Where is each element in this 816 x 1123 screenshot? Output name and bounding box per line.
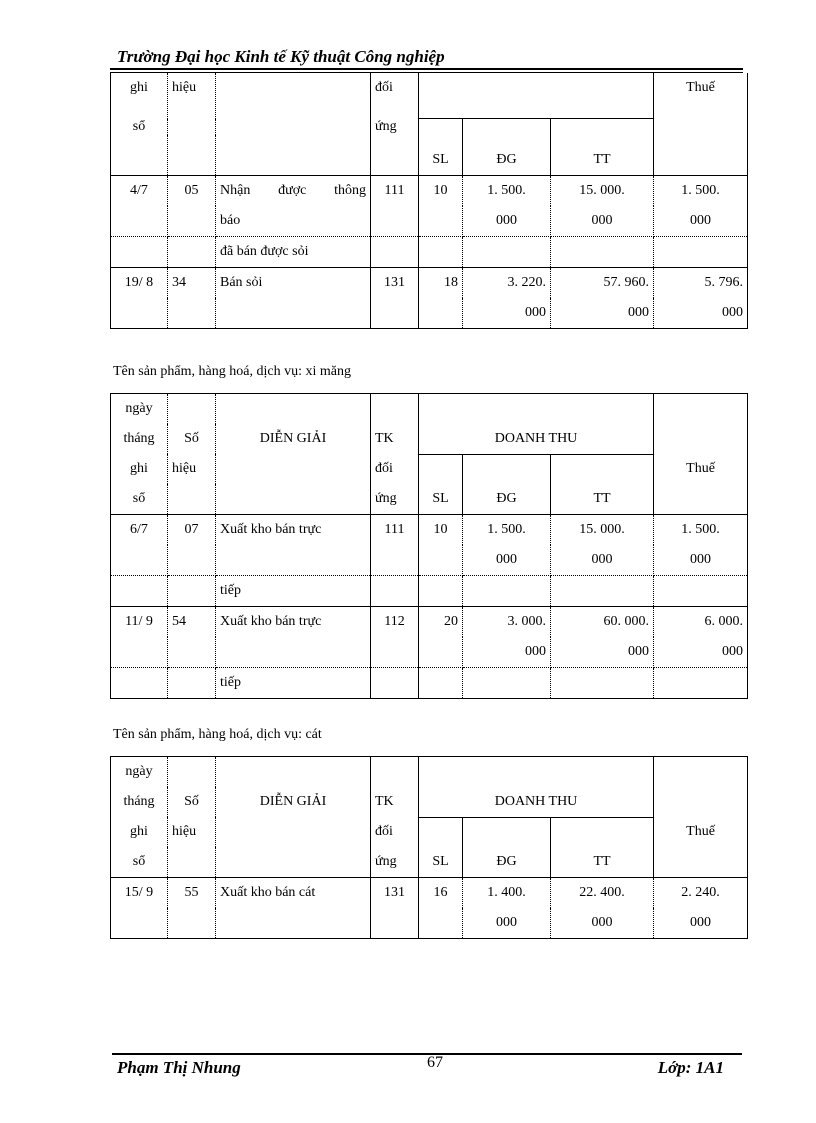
account-cell: 131 xyxy=(371,878,419,909)
account-cell xyxy=(371,236,419,267)
table-row xyxy=(111,267,748,298)
doc-number-cell xyxy=(168,908,216,939)
tax-cell: 000 xyxy=(654,545,748,576)
head-cell xyxy=(419,394,654,455)
doc-number-cell: 05 xyxy=(168,175,216,206)
tax-cell xyxy=(654,576,748,607)
head-cell: SL xyxy=(419,817,463,878)
head-cell xyxy=(654,847,748,878)
head-cell: hiệu xyxy=(168,817,216,847)
head-cell xyxy=(654,394,748,425)
head-cell xyxy=(216,394,371,425)
unit-price-cell: 1. 500. xyxy=(463,175,551,206)
head-cell xyxy=(371,135,419,176)
head-cell xyxy=(419,73,654,119)
doc-number-cell: 34 xyxy=(168,267,216,298)
head-cell xyxy=(216,119,371,135)
account-cell: 111 xyxy=(371,515,419,546)
head-cell: ĐG xyxy=(463,119,551,176)
doc-number-cell xyxy=(168,668,216,699)
account-cell xyxy=(371,298,419,329)
head-cell: ngày xyxy=(111,757,168,788)
head-cell xyxy=(168,135,216,176)
tax-cell: 000 xyxy=(654,637,748,668)
head-cell: ĐG xyxy=(463,817,551,878)
doc-number-cell: 54 xyxy=(168,607,216,638)
head-cell: SL xyxy=(419,454,463,515)
head-cell xyxy=(654,119,748,135)
date-cell xyxy=(111,206,168,237)
amount-cell: 000 xyxy=(551,545,654,576)
head-cell: đối xyxy=(371,454,419,484)
revenue-heading: DOANH THU xyxy=(494,793,578,809)
table-row xyxy=(111,236,748,267)
description-cell: tiếp xyxy=(216,668,371,699)
revenue-table-cat xyxy=(110,756,748,939)
date-cell: 11/ 9 xyxy=(111,607,168,638)
page-header-title: Trường Đại học Kinh tế Kỹ thuật Công nghiệp xyxy=(117,47,445,66)
tax-cell: 000 xyxy=(654,206,748,237)
tax-cell: 6. 000. xyxy=(654,607,748,638)
date-cell xyxy=(111,908,168,939)
account-cell: 111 xyxy=(371,175,419,206)
unit-price-cell xyxy=(463,236,551,267)
section-caption: Tên sản phẩm, hàng hoá, dịch vụ: xi măng xyxy=(113,364,351,379)
table-row xyxy=(111,175,748,206)
unit-price-cell xyxy=(463,668,551,699)
head-cell: DIỄN GIẢI xyxy=(216,424,371,454)
revenue-table-soi xyxy=(110,73,748,329)
amount-cell: 15. 000. xyxy=(551,515,654,546)
doc-number-cell xyxy=(168,545,216,576)
description-cell: Xuất kho bán cát xyxy=(216,878,371,909)
quantity-cell: 10 xyxy=(419,515,463,546)
table-row xyxy=(111,515,748,546)
head-cell: Thuế xyxy=(654,817,748,847)
description-cell xyxy=(216,298,371,329)
head-cell: hiệu xyxy=(168,454,216,484)
head-cell: TT xyxy=(551,454,654,515)
head-cell: tháng xyxy=(111,787,168,817)
quantity-cell xyxy=(419,545,463,576)
head-cell xyxy=(168,757,216,788)
description-cell: Nhận được thông xyxy=(216,175,371,206)
doc-number-cell xyxy=(168,576,216,607)
head-cell: Thuế xyxy=(654,73,748,119)
head-cell: Thuế xyxy=(654,454,748,484)
head-cell xyxy=(216,817,371,847)
section-caption: Tên sản phẩm, hàng hoá, dịch vụ: cát xyxy=(113,727,322,742)
unit-price-cell: 1. 400. xyxy=(463,878,551,909)
head-cell: tháng xyxy=(111,424,168,454)
unit-price-cell: 000 xyxy=(463,298,551,329)
head-cell: ứng xyxy=(371,847,419,878)
head-cell xyxy=(371,757,419,788)
account-cell: 131 xyxy=(371,267,419,298)
head-cell xyxy=(168,484,216,515)
date-cell: 15/ 9 xyxy=(111,878,168,909)
head-cell: TK xyxy=(371,787,419,817)
head-cell: ĐG xyxy=(463,454,551,515)
description-cell: Xuất kho bán trực xyxy=(216,607,371,638)
date-cell xyxy=(111,637,168,668)
head-cell xyxy=(168,119,216,135)
quantity-cell xyxy=(419,576,463,607)
amount-cell xyxy=(551,668,654,699)
quantity-cell: 16 xyxy=(419,878,463,909)
quantity-cell xyxy=(419,908,463,939)
amount-cell: 000 xyxy=(551,908,654,939)
unit-price-cell: 000 xyxy=(463,206,551,237)
tax-cell: 1. 500. xyxy=(654,515,748,546)
head-cell xyxy=(654,787,748,817)
account-cell xyxy=(371,545,419,576)
head-cell: Số xyxy=(168,787,216,817)
date-cell: 6/7 xyxy=(111,515,168,546)
head-cell: SL xyxy=(419,119,463,176)
quantity-cell: 18 xyxy=(419,267,463,298)
unit-price-cell: 000 xyxy=(463,908,551,939)
unit-price-cell: 1. 500. xyxy=(463,515,551,546)
date-cell: 4/7 xyxy=(111,175,168,206)
unit-price-cell: 000 xyxy=(463,545,551,576)
head-cell: sổ xyxy=(111,847,168,878)
head-cell: Số xyxy=(168,424,216,454)
quantity-cell xyxy=(419,236,463,267)
head-cell xyxy=(654,424,748,454)
head-cell: hiệu xyxy=(168,73,216,119)
head-cell xyxy=(371,394,419,425)
table-row xyxy=(111,607,748,638)
head-cell xyxy=(216,454,371,484)
head-cell xyxy=(216,73,371,119)
footer-author: Phạm Thị Nhung xyxy=(117,1058,241,1077)
head-cell: sổ xyxy=(111,484,168,515)
doc-number-cell: 07 xyxy=(168,515,216,546)
head-cell: DIỄN GIẢI xyxy=(216,787,371,817)
head-cell: ứng xyxy=(371,484,419,515)
header-rule xyxy=(110,68,743,70)
account-cell: 112 xyxy=(371,607,419,638)
doc-number-cell xyxy=(168,298,216,329)
description-cell: Xuất kho bán trực xyxy=(216,515,371,546)
account-cell xyxy=(371,576,419,607)
table-row xyxy=(111,206,748,237)
table-row xyxy=(111,637,748,668)
description-cell xyxy=(216,637,371,668)
table-row xyxy=(111,298,748,329)
head-cell xyxy=(654,757,748,788)
quantity-cell xyxy=(419,206,463,237)
head-cell xyxy=(216,757,371,788)
head-cell xyxy=(654,135,748,176)
date-cell xyxy=(111,298,168,329)
head-cell: TT xyxy=(551,119,654,176)
table-row xyxy=(111,545,748,576)
amount-cell xyxy=(551,576,654,607)
quantity-cell xyxy=(419,668,463,699)
head-cell: ứng xyxy=(371,119,419,135)
amount-cell: 60. 000. xyxy=(551,607,654,638)
tax-cell xyxy=(654,236,748,267)
quantity-cell xyxy=(419,637,463,668)
table-row xyxy=(111,878,748,909)
tax-cell: 5. 796. xyxy=(654,267,748,298)
description-cell: báo xyxy=(216,206,371,237)
head-cell xyxy=(168,847,216,878)
date-cell xyxy=(111,545,168,576)
head-cell: đối xyxy=(371,817,419,847)
amount-cell: 000 xyxy=(551,298,654,329)
unit-price-cell xyxy=(463,576,551,607)
description-cell xyxy=(216,545,371,576)
head-cell: TK xyxy=(371,424,419,454)
description-cell: tiếp xyxy=(216,576,371,607)
unit-price-cell: 3. 220. xyxy=(463,267,551,298)
page-number: 67 xyxy=(427,1054,443,1071)
date-cell: 19/ 8 xyxy=(111,267,168,298)
amount-cell: 15. 000. xyxy=(551,175,654,206)
unit-price-cell: 000 xyxy=(463,637,551,668)
description-cell xyxy=(216,908,371,939)
tax-cell xyxy=(654,668,748,699)
quantity-cell: 10 xyxy=(419,175,463,206)
head-cell: ghi xyxy=(111,73,168,119)
head-cell xyxy=(419,757,654,818)
head-cell: ngày xyxy=(111,394,168,425)
revenue-table-xi-mang xyxy=(110,393,748,699)
date-cell xyxy=(111,668,168,699)
head-cell xyxy=(216,484,371,515)
footer-class: Lớp: 1A1 xyxy=(657,1058,724,1077)
account-cell xyxy=(371,637,419,668)
head-cell: sổ xyxy=(111,119,168,135)
quantity-cell: 20 xyxy=(419,607,463,638)
table-row xyxy=(111,576,748,607)
revenue-heading: DOANH THU xyxy=(494,430,578,446)
description-cell: Bán sỏi xyxy=(216,267,371,298)
date-cell xyxy=(111,576,168,607)
quantity-cell xyxy=(419,298,463,329)
amount-cell: 000 xyxy=(551,206,654,237)
table-row xyxy=(111,908,748,939)
tax-cell: 1. 500. xyxy=(654,175,748,206)
doc-number-cell xyxy=(168,637,216,668)
head-cell: ghi xyxy=(111,817,168,847)
table-row xyxy=(111,668,748,699)
doc-number-cell xyxy=(168,206,216,237)
head-cell xyxy=(168,394,216,425)
tax-cell: 2. 240. xyxy=(654,878,748,909)
doc-number-cell: 55 xyxy=(168,878,216,909)
account-cell xyxy=(371,668,419,699)
head-cell xyxy=(216,847,371,878)
doc-number-cell xyxy=(168,236,216,267)
head-cell xyxy=(216,135,371,176)
description-cell: đã bán được sỏi xyxy=(216,236,371,267)
head-cell: TT xyxy=(551,817,654,878)
amount-cell: 22. 400. xyxy=(551,878,654,909)
head-cell: ghi xyxy=(111,454,168,484)
tax-cell: 000 xyxy=(654,908,748,939)
tax-cell: 000 xyxy=(654,298,748,329)
account-cell xyxy=(371,908,419,939)
amount-cell: 000 xyxy=(551,637,654,668)
unit-price-cell: 3. 000. xyxy=(463,607,551,638)
head-cell: đối xyxy=(371,73,419,119)
amount-cell xyxy=(551,236,654,267)
head-cell xyxy=(654,484,748,515)
date-cell xyxy=(111,236,168,267)
amount-cell: 57. 960. xyxy=(551,267,654,298)
account-cell xyxy=(371,206,419,237)
head-cell xyxy=(111,135,168,176)
